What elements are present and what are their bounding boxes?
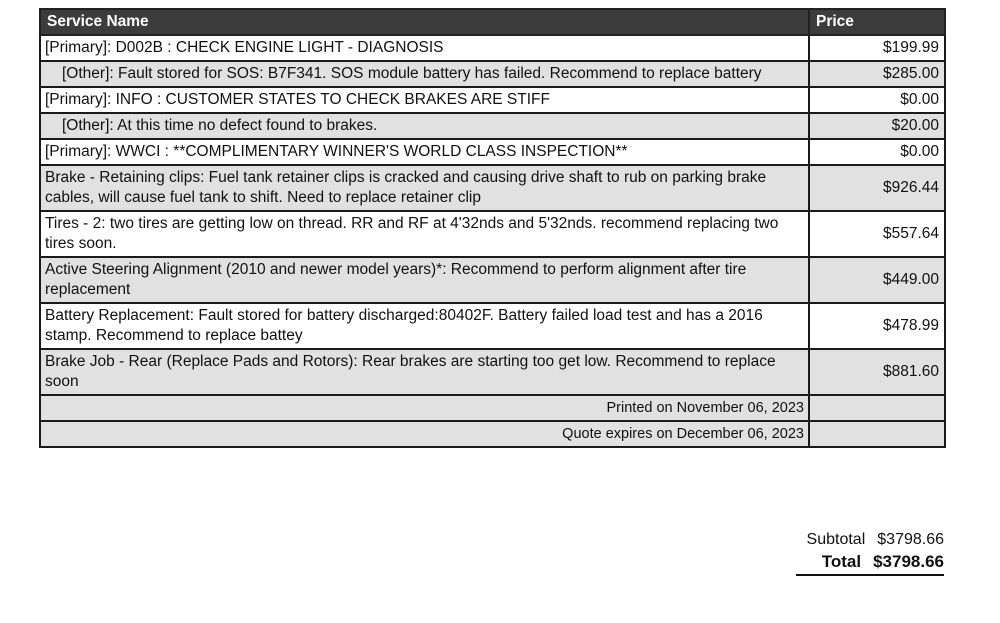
table-header-row xyxy=(40,9,945,35)
table-row xyxy=(40,257,945,303)
service-description: Active Steering Alignment (2010 and newer model years)*: Recommend to perform alignment after tire replacement xyxy=(40,257,809,303)
table-row xyxy=(40,87,945,113)
service-price: $449.00 xyxy=(809,257,945,303)
service-description: [Other]: Fault stored for SOS: B7F341. SOS module battery has failed. Recommend to replace battery xyxy=(40,61,809,87)
service-description: Brake Job - Rear (Replace Pads and Rotors): Rear brakes are starting too get low. Recommend to replace soon xyxy=(40,349,809,395)
service-price: $557.64 xyxy=(809,211,945,257)
service-price: $478.99 xyxy=(809,303,945,349)
total-label: Total xyxy=(821,552,862,571)
service-quote-table xyxy=(39,8,946,448)
service-description: [Other]: At this time no defect found to brakes. xyxy=(40,113,809,139)
service-description: [Primary]: WWCI : **COMPLIMENTARY WINNER'S WORLD CLASS INSPECTION** xyxy=(40,139,809,165)
table-row xyxy=(40,35,945,61)
empty-cell xyxy=(809,421,945,447)
service-price: $20.00 xyxy=(809,113,945,139)
table-row xyxy=(40,303,945,349)
subtotal-value: $3798.66 xyxy=(877,531,944,548)
service-description: Battery Replacement: Fault stored for battery discharged:80402F. Battery failed load test and has a 2016 stamp. Recommend to replace battey xyxy=(40,303,809,349)
service-price: $0.00 xyxy=(809,87,945,113)
total-value: $3798.66 xyxy=(873,552,944,571)
table-row xyxy=(40,139,945,165)
price-header: Price xyxy=(809,9,945,35)
service-description: Tires - 2: two tires are getting low on thread. RR and RF at 4'32nds and 5'32nds. recommend replacing two tires soon. xyxy=(40,211,809,257)
totals-block xyxy=(796,529,944,576)
subtotal-row xyxy=(796,529,944,551)
total-row xyxy=(796,551,944,576)
expiry-date-row xyxy=(40,421,945,447)
table-row xyxy=(40,349,945,395)
service-description: [Primary]: INFO : CUSTOMER STATES TO CHECK BRAKES ARE STIFF xyxy=(40,87,809,113)
service-price: $0.00 xyxy=(809,139,945,165)
table-row xyxy=(40,113,945,139)
printed-date: Printed on November 06, 2023 xyxy=(40,395,809,421)
table-row xyxy=(40,61,945,87)
printed-date-row xyxy=(40,395,945,421)
empty-cell xyxy=(809,395,945,421)
table-row xyxy=(40,211,945,257)
table-row xyxy=(40,165,945,211)
service-name-header: Service Name xyxy=(40,9,809,35)
service-description: Brake - Retaining clips: Fuel tank retainer clips is cracked and causing drive shaft to rub on parking brake cables, will cause fuel tank to shift. Need to replace retainer clip xyxy=(40,165,809,211)
subtotal-label: Subtotal xyxy=(806,531,866,548)
service-description: [Primary]: D002B : CHECK ENGINE LIGHT - DIAGNOSIS xyxy=(40,35,809,61)
quote-expiry-date: Quote expires on December 06, 2023 xyxy=(40,421,809,447)
service-price: $285.00 xyxy=(809,61,945,87)
service-price: $926.44 xyxy=(809,165,945,211)
service-price: $881.60 xyxy=(809,349,945,395)
service-price: $199.99 xyxy=(809,35,945,61)
